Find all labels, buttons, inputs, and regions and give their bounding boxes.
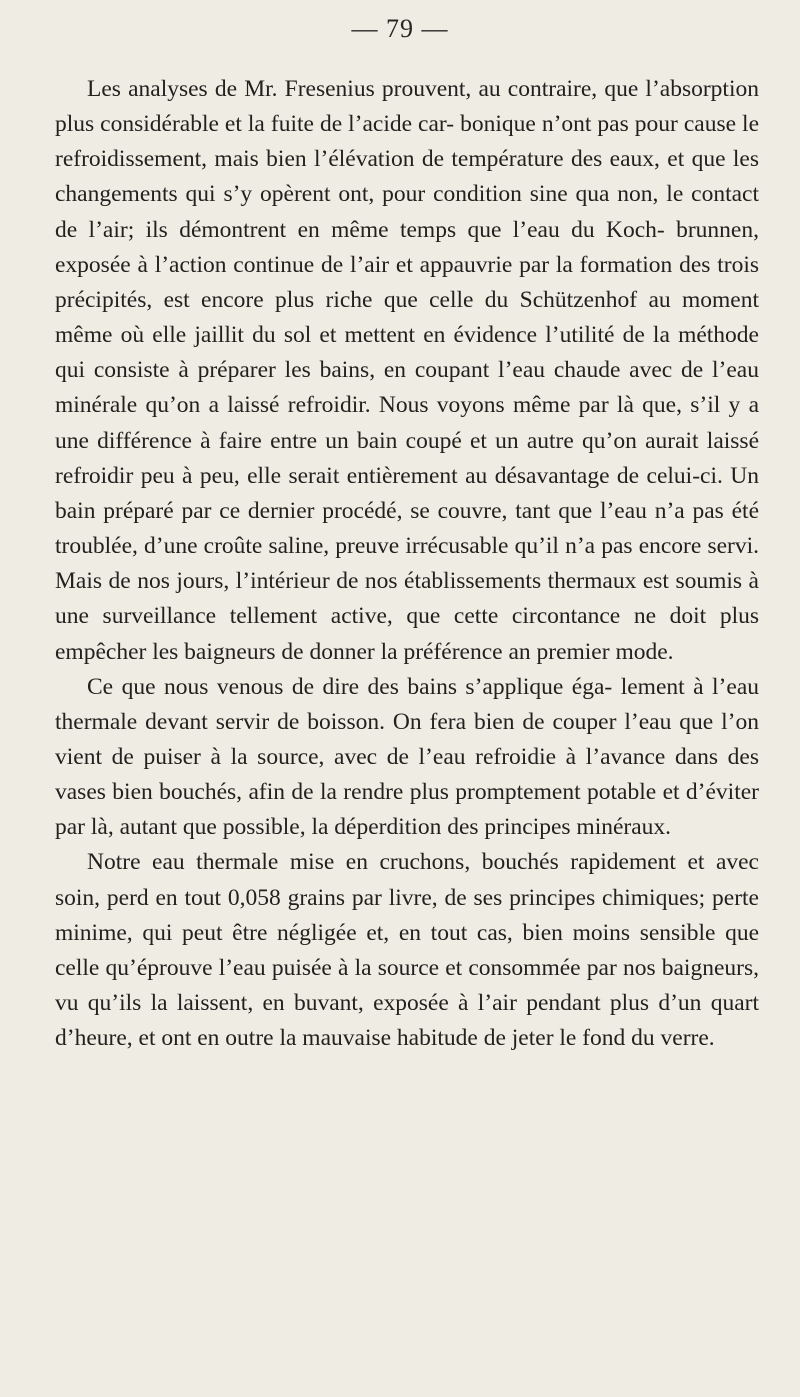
- paragraph-3: Notre eau thermale mise en cruchons, bouchés rapidement et avec soin, perd en tout 0,058 grains par livre, de ses principes chimiques; perte minime, qui peut être négligée et, en tout cas, bien moins sensible que celle qu’éprouve l’eau puisée à la source et consommée par nos baigneurs, vu qu’ils la laissent, en buvant, exposée à l’air pendant plus d’un quart d’heure, et ont en outre la mauvaise habitude de jeter le fond du verre.: [55, 849, 759, 1052]
- paragraph-2: Ce que nous venous de dire des bains s’applique éga- lement à l’eau thermale devant servir de boisson. On fera bien de couper l’eau que l’on vient de puiser à la source, avec de l’eau refroidie à l’avance dans des vases bien bouchés, afin de la rendre plus promptement potable et d’éviter par là, autant que possible, la déperdition des principes minéraux.: [55, 673, 759, 841]
- page-number: — 79 —: [351, 14, 449, 43]
- paragraph-1: Les analyses de Mr. Fresenius prouvent, au contraire, que l’absorption plus considérable et la fuite de l’acide car- bonique n’ont pas pour cause le refroidissement, mais bien l’élévation de température des eaux, et que les changements qui s’y opèrent ont, pour condition sine qua non, le contact de l’air; ils démontrent en même temps que l’eau du Koch- brunnen, exposée à l’action continue de l’air et appauvrie par la formation des trois précipités, est encore plus riche que celle du Schützenhof au moment même où elle jaillit du sol et mettent en évidence l’utilité de la méthode qui consiste à préparer les bains, en coupant l’eau chaude avec de l’eau minérale qu’on a laissé refroidir. Nous voyons même par là que, s’il y a une différence à faire entre un bain coupé et un autre qu’on aurait laissé refroidir peu à peu, elle serait entièrement au désavantage de celui-ci. Un bain préparé par ce dernier procédé, se couvre, tant que l’eau n’a pas été troublée, d’une croûte saline, preuve irrécusable qu’il n’a pas encore servi. Mais de nos jours, l’intérieur de nos établissements thermaux est soumis à une surveillance tellement active, que cette circontance ne doit plus empêcher les baigneurs de donner la préférence an premier mode.: [55, 76, 759, 665]
- body-text: [55, 72, 759, 1056]
